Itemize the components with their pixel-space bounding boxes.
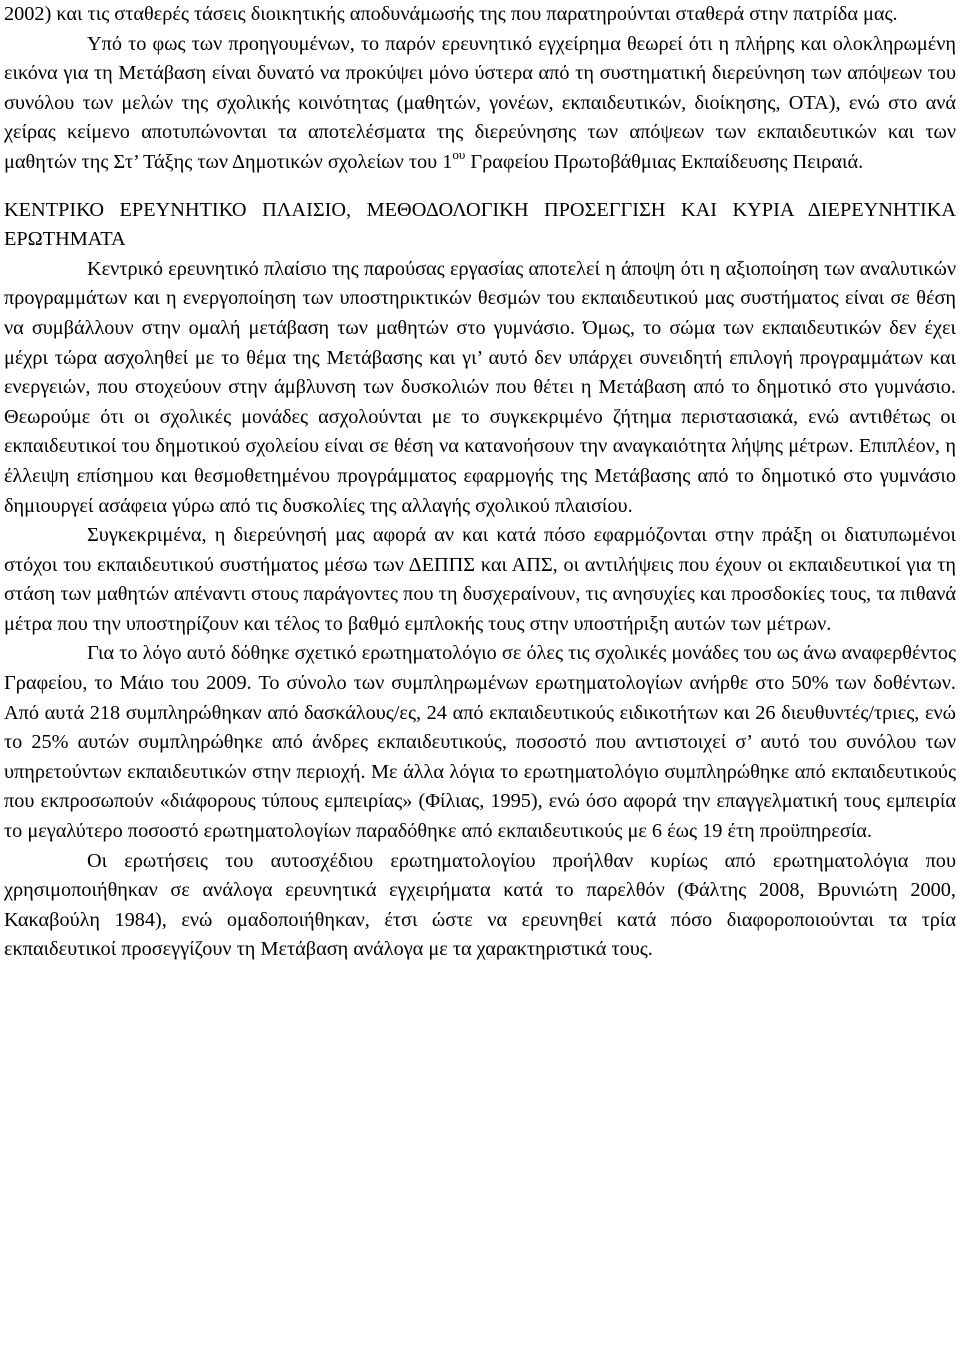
paragraph-sample [4, 639, 956, 846]
paragraph-framework [4, 255, 956, 521]
paragraph-text: Για το λόγο αυτό δόθηκε σχετικό ερωτηματολόγιο σε όλες τις σχολικές μονάδες του ως άνω αναφερθέντος Γραφείου, το Μάιο του 2009. Το σύνολο των συμπληρωμένων ερωτηματολογίων ανήρθε στο 50% των δοθέντων. Από αυτά 218 συμπληρώθηκαν από δασκάλους/ες, 24 από εκπαιδευτικούς ειδικοτήτων και 26 διευθυντές/τριες, ενώ το 25% αυτών συμπληρώθηκε από άνδρες εκπαιδευτικούς, ποσοστό που αντιστοιχεί σ’ αυτό του συνόλου των υπηρετούντων εκπαιδευτικών στην περιοχή. Με άλλα λόγια το ερωτηματολόγιο συμπληρώθηκε από εκπαιδευτικούς που εκπροσωπούν «διάφορους τύπους εμπειρίας» (Φίλιας, 1995), ενώ όσο αφορά την επαγγελματική τους εμπειρία το μεγαλύτερο ποσοστό ερωτηματολογίων παραδόθηκε από εκπαιδευτικούς με 6 έως 19 έτη προϋπηρεσία. [4, 642, 956, 843]
paragraph-text: Οι ερωτήσεις του αυτοσχέδιου ερωτηματολογίου προήλθαν κυρίως από ερωτηματολόγια που χρησιμοποιήθηκαν σε ανάλογα ερευνητικά εγχειρήματα κατά το παρελθόν (Φάλτης 2008, Βρυνιώτη 2000, Κακαβούλη 1984), ενώ ομαδοποιήθηκαν, έτσι ώστε να ερευνηθεί κατά πόσο διαφοροποιούνται τα τρία εκπαιδευτικοί προσεγγίζουν τη Μετάβαση ανάλογα με τα χαρακτηριστικά τους. [4, 849, 956, 961]
paragraph-text: Κεντρικό ερευνητικό πλαίσιο της παρούσας εργασίας αποτελεί η άποψη ότι η αξιοποίηση των αναλυτικών προγραμμάτων και η ενεργοποίηση των υποστηρικτικών θεσμών του εκπαιδευτικού μας συστήματος είναι σε θέση να συμβάλλουν στην ομαλή μετάβαση των μαθητών στο γυμνάσιο. Όμως, το σώμα των εκπαιδευτικών δεν έχει μέχρι τώρα ασχοληθεί με το θέμα της Μετάβασης και γι’ αυτό δεν υπάρχει συνειδητή επιλογή προγραμμάτων και ενεργειών, που στοχεύουν στην άμβλυνση των δυσκολιών που θέτει η Μετάβαση από το δημοτικό στο γυμνάσιο. Θεωρούμε ότι οι σχολικές μονάδες ασχολούνται με το συγκεκριμένο ζήτημα περιστασιακά, ενώ αντιθέτως οι εκπαιδευτικοί του δημοτικού σχολείου είναι σε θέση να κατανοήσουν την αναγκαιότητα λήψης μέτρων. Επιπλέον, η έλλειψη επίσημου και θεσμοθετημένου προγράμματος εφαρμογής της Μετάβασης από το δημοτικό στο γυμνάσιο δημιουργεί ασάφεια γύρω από τις δυσκολίες της αλλαγής σχολικού πλαισίου. [4, 257, 956, 517]
paragraph-specifics [4, 521, 956, 639]
paragraph-research-scope [4, 30, 956, 178]
paragraph-continuation [4, 0, 956, 30]
paragraph-text: Συγκεκριμένα, η διερεύνησή μας αφορά αν και κατά πόσο εφαρμόζονται στην πράξη οι διατυπωμένοι στόχοι του εκπαιδευτικού συστήματος μέσω των ΔΕΠΠΣ και ΑΠΣ, οι αντιλήψεις που έχουν οι εκπαιδευτικοί για τη στάση των μαθητών απέναντι στους παράγοντες που τη δυσχεραίνουν, τις ανησυχίες και προσδοκίες τους, τα πιθανά μέτρα που την υποστηρίζουν και τέλος το βαθμό εμπλοκής τους στην υποστήριξη αυτών των μέτρων. [4, 524, 956, 635]
paragraph-text: 2002) και τις σταθερές τάσεις διοικητικής αποδυνάμωσής της που παρατηρούνται σταθερά στην πατρίδα μας. [4, 3, 898, 25]
paragraph-text: Υπό το φως των προηγουμένων, το παρόν ερευνητικό εγχείρημα θεωρεί ότι η πλήρης και ολοκληρωμένη εικόνα για τη Μετάβαση είναι δυνατό να προκύψει μόνο ύστερα από τη συστηματική διερεύνηση των απόψεων του συνόλου των μελών της σχολικής κοινότητας (μαθητών, γονέων, εκπαιδευτικών, διοίκησης, ΟΤΑ), ενώ στο ανά χείρας κείμενο αποτυπώνονται τα αποτελέσματα της διερεύνησης των απόψεων των εκπαιδευτικών και των μαθητών της Στ’ Τάξης των Δημοτικών σχολείων του 1 [4, 32, 956, 173]
section-heading [4, 196, 956, 255]
section-heading-text: ΚΕΝΤΡΙΚΟ ΕΡΕΥΝΗΤΙΚΟ ΠΛΑΙΣΙΟ, ΜΕΘΟΔΟΛΟΓΙΚΗ ΠΡΟΣΕΓΓΙΣΗ ΚΑΙ ΚΥΡΙΑ ΔΙΕΡΕΥΝΗΤΙΚΑ ΕΡΩΤΗΜΑΤΑ [4, 198, 956, 251]
paragraph-text: Γραφείου Πρωτοβάθμιας Εκπαίδευσης Πειραιά. [465, 150, 864, 173]
document-page [4, 0, 956, 965]
paragraph-questionnaire [4, 847, 956, 965]
ordinal-superscript: ου [452, 146, 466, 162]
